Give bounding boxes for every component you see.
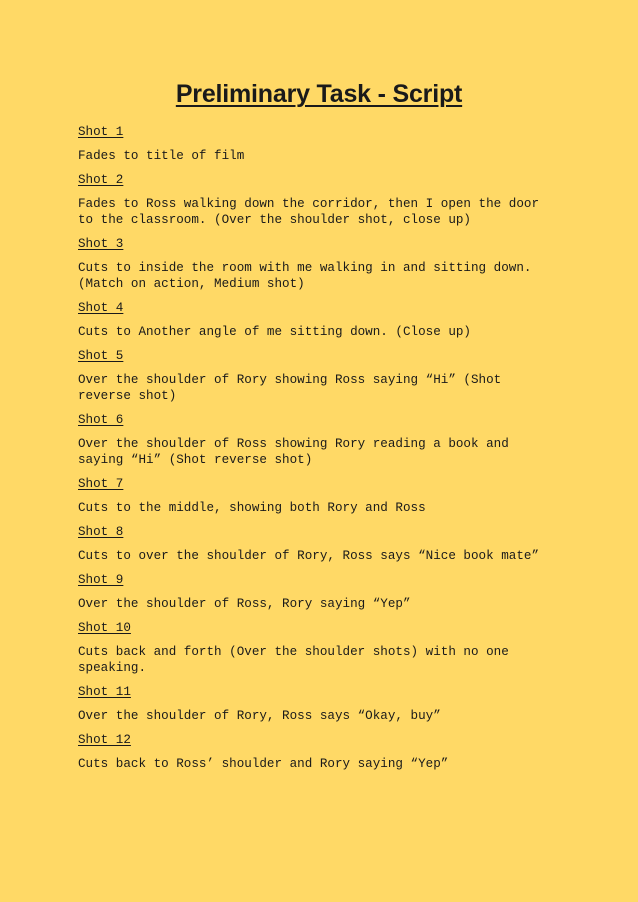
shot-description-line: Fades to title of film	[78, 149, 245, 163]
shot-description	[78, 372, 568, 404]
shot-description	[78, 260, 568, 292]
shot-heading: Shot 2	[78, 173, 124, 187]
shot-description-line: Fades to Ross walking down the corridor, then I open the door	[78, 197, 540, 211]
shot-description-line: Cuts back and forth (Over the shoulder shots) with no one	[78, 645, 509, 659]
shot-heading: Shot 1	[78, 125, 124, 139]
shot-heading: Shot 5	[78, 349, 124, 363]
shot-heading: Shot 12	[78, 733, 131, 747]
shot-description-line: Over the shoulder of Ross, Rory saying “Yep”	[78, 597, 411, 611]
shot-description-line: saying “Hi” (Shot reverse shot)	[78, 453, 313, 467]
shot-description-line: Over the shoulder of Ross showing Rory reading a book and	[78, 437, 509, 451]
shot-description	[78, 324, 568, 340]
shot-description-line: Cuts to inside the room with me walking in and sitting down.	[78, 261, 532, 275]
shot-description-line: to the classroom. (Over the shoulder shot, close up)	[78, 213, 471, 227]
script-body	[78, 124, 568, 780]
shot-description	[78, 756, 568, 772]
shot-description	[78, 500, 568, 516]
shot-description-line: Cuts back to Ross’ shoulder and Rory saying “Yep”	[78, 757, 449, 771]
shot-heading: Shot 4	[78, 301, 124, 315]
shot-heading: Shot 9	[78, 573, 124, 587]
shot-heading: Shot 11	[78, 685, 131, 699]
shot-description-line: reverse shot)	[78, 389, 177, 403]
shot-description	[78, 708, 568, 724]
shot-description	[78, 596, 568, 612]
shot-description-line: Cuts to over the shoulder of Rory, Ross says “Nice book mate”	[78, 549, 540, 563]
shot-description-line: Cuts to the middle, showing both Rory and Ross	[78, 501, 426, 515]
shot-heading: Shot 8	[78, 525, 124, 539]
shot-description	[78, 196, 568, 228]
shot-heading: Shot 3	[78, 237, 124, 251]
document-title: Preliminary Task - Script	[175, 80, 463, 108]
shot-description-line: Cuts to Another angle of me sitting down. (Close up)	[78, 325, 471, 339]
shot-description	[78, 644, 568, 676]
shot-description-line: (Match on action, Medium shot)	[78, 277, 305, 291]
shot-description	[78, 436, 568, 468]
shot-heading: Shot 7	[78, 477, 124, 491]
shot-description	[78, 148, 568, 164]
shot-description	[78, 548, 568, 564]
shot-heading: Shot 6	[78, 413, 124, 427]
shot-description-line: Over the shoulder of Rory, Ross says “Okay, buy”	[78, 709, 441, 723]
shot-heading: Shot 10	[78, 621, 131, 635]
shot-description-line: Over the shoulder of Rory showing Ross saying “Hi” (Shot	[78, 373, 502, 387]
shot-description-line: speaking.	[78, 661, 147, 675]
